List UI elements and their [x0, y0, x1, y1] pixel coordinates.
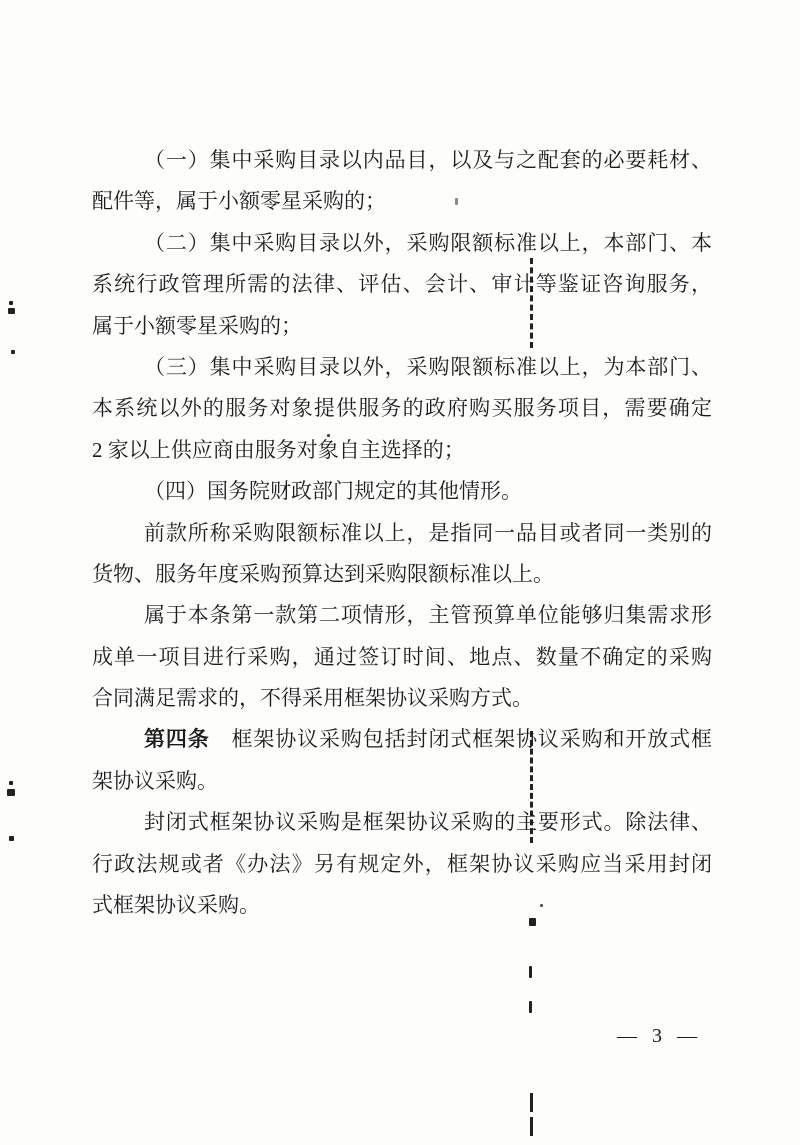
text-line: （三）集中采购目录以外，采购限额标准以上，为本部门、 [144, 354, 712, 379]
text-line: 成单一项目进行采购，通过签订时间、地点、数量不确定的采购 [92, 644, 712, 669]
ink-speck [529, 1001, 532, 1013]
text-line: 属于小额零星采购的； [92, 313, 302, 338]
paragraph-article-4 [92, 719, 712, 802]
page-number: — 3 — [617, 1025, 702, 1047]
ink-speck [8, 308, 15, 314]
paragraph [92, 347, 712, 471]
paragraph [92, 595, 712, 719]
article-number-label: 第四条 [144, 727, 210, 752]
fold-line-segment [530, 258, 533, 348]
ink-speck [7, 789, 15, 796]
text-line: （四）国务院财政部门规定的其他情形。 [144, 479, 522, 504]
text-line: 本系统以外的服务对象提供服务的政府购买服务项目，需要确定 [92, 396, 712, 421]
text-line: （一）集中采购目录以内品目，以及与之配套的必要耗材、 [144, 148, 712, 172]
ink-speck [11, 350, 15, 354]
paragraph [92, 471, 712, 512]
paragraph [92, 140, 712, 223]
ink-speck [455, 198, 458, 205]
ink-speck [540, 904, 543, 907]
text-line: 行政法规或者《办法》另有规定外，框架协议采购应当采用封闭 [92, 851, 712, 876]
text-line [92, 719, 712, 760]
paragraph [92, 802, 712, 926]
text-line: 货物、服务年度采购预算达到采购限额标准以上。 [92, 561, 554, 586]
text-line: （二）集中采购目录以外，采购限额标准以上，本部门、本 [144, 230, 712, 255]
document-body [92, 140, 712, 926]
text-line: 配件等，属于小额零星采购的； [92, 189, 386, 214]
text-line: 前款所称采购限额标准以上，是指同一品目或者同一类别的 [144, 520, 712, 545]
ink-speck [529, 918, 536, 926]
paragraph [92, 223, 712, 347]
ink-speck [9, 836, 14, 841]
ink-speck [529, 966, 532, 978]
text-line: 封闭式框架协议采购是框架协议采购的主要形式。除法律、 [144, 810, 712, 835]
fold-line-segment [530, 731, 533, 843]
ink-speck [327, 434, 330, 437]
text-line: 式框架协议采购。 [92, 893, 260, 918]
ink-speck [9, 781, 13, 785]
text-line: 2 家以上供应商由服务对象自主选择的； [92, 437, 465, 462]
text-line: 属于本条第一款第二项情形，主管预算单位能够归集需求形 [144, 603, 712, 628]
text-line: 合同满足需求的，不得采用框架协议采购方式。 [92, 686, 533, 711]
text-line: 架协议采购。 [92, 768, 218, 793]
article-text: 框架协议采购包括封闭式框架协议采购和开放式框 [209, 727, 712, 752]
fold-line-segment [530, 1093, 533, 1112]
paragraph [92, 513, 712, 596]
text-line: 系统行政管理所需的法律、评估、会计、审计等鉴证咨询服务， [92, 272, 712, 297]
fold-line-segment [530, 1117, 533, 1136]
ink-speck [9, 301, 13, 305]
